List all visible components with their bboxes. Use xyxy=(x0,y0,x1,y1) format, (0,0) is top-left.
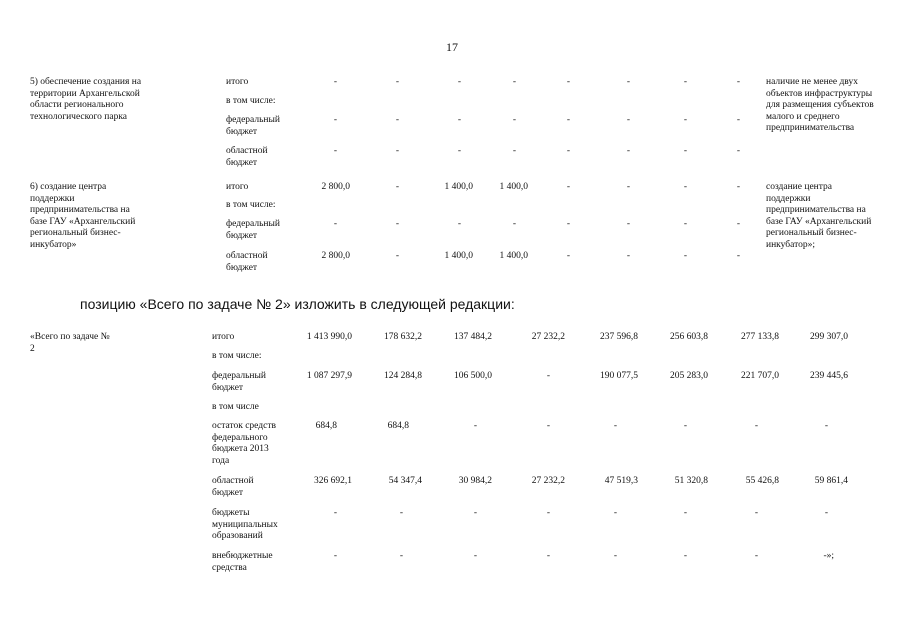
cell: - xyxy=(626,219,630,229)
cell: 1 400,0 xyxy=(499,182,528,192)
cell: - xyxy=(683,421,687,431)
cell: 27 232,2 xyxy=(531,332,565,342)
instruction-text: позицию «Всего по задаче № 2» изложить в следующей редакции: xyxy=(80,296,515,312)
cell: 299 307,0 xyxy=(810,332,848,342)
cell: - xyxy=(546,551,550,561)
cell: - xyxy=(457,146,461,156)
cell: - xyxy=(626,115,630,125)
row-label-regional: областной бюджет xyxy=(212,476,254,498)
cell: - xyxy=(457,115,461,125)
cell: - xyxy=(566,251,570,261)
cell: 1 413 990,0 xyxy=(306,332,352,342)
cell: 277 133,8 xyxy=(741,332,779,342)
cell: - xyxy=(395,219,399,229)
total-name: «Всего по задаче № 2 xyxy=(30,332,110,354)
cell: 684,8 xyxy=(387,421,409,431)
cell: 239 445,6 xyxy=(810,371,848,381)
cell: - xyxy=(395,77,399,87)
cell: - xyxy=(395,182,399,192)
cell: - xyxy=(683,508,687,518)
cell: - xyxy=(736,251,740,261)
cell: - xyxy=(546,508,550,518)
cell: - xyxy=(333,115,337,125)
cell: - xyxy=(626,251,630,261)
cell: - xyxy=(566,146,570,156)
cell: - xyxy=(333,146,337,156)
cell: - xyxy=(512,146,516,156)
cell: 59 861,4 xyxy=(814,476,848,486)
cell: 1 087 297,9 xyxy=(306,371,352,381)
activity-result-6: создание центра поддержки предпринимательства на базе ГАУ «Архангельский региональный бизнес-инкубатор»; xyxy=(766,182,872,250)
cell: 30 984,2 xyxy=(458,476,492,486)
cell: 178 632,2 xyxy=(384,332,422,342)
row-label-5-total: итого xyxy=(226,77,249,87)
cell: 256 603,8 xyxy=(670,332,708,342)
cell: 190 077,5 xyxy=(600,371,638,381)
cell: - xyxy=(613,508,617,518)
cell: - xyxy=(736,182,740,192)
cell: - xyxy=(473,421,477,431)
cell: 54 347,4 xyxy=(388,476,422,486)
cell: - xyxy=(613,551,617,561)
cell: - xyxy=(736,146,740,156)
activity-name-5: 5) обеспечение создания на территории Архангельской области регионального технологического парка xyxy=(30,77,142,122)
row-label-total: итого xyxy=(212,332,235,342)
cell: 221 707,0 xyxy=(741,371,779,381)
cell: - xyxy=(333,551,337,561)
cell: - xyxy=(736,77,740,87)
cell: - xyxy=(626,77,630,87)
cell: - xyxy=(399,551,403,561)
row-label-remainder: остаток средств федерального бюджета 2013 года xyxy=(212,421,276,466)
cell: - xyxy=(399,508,403,518)
page-number: 17 xyxy=(446,40,458,54)
cell: - xyxy=(333,77,337,87)
cell: 55 426,8 xyxy=(745,476,779,486)
cell: - xyxy=(754,421,758,431)
cell: - xyxy=(457,219,461,229)
row-label-federal: федеральный бюджет xyxy=(212,371,266,393)
cell: 106 500,0 xyxy=(454,371,492,381)
cell: - xyxy=(546,371,550,381)
cell: - xyxy=(395,115,399,125)
cell: 47 519,3 xyxy=(604,476,638,486)
cell: - xyxy=(566,219,570,229)
row-label-6-total: итого xyxy=(226,182,249,192)
cell: 237 596,8 xyxy=(600,332,638,342)
cell: 27 232,2 xyxy=(531,476,565,486)
cell: - xyxy=(683,182,687,192)
cell: - xyxy=(736,115,740,125)
cell: - xyxy=(824,421,828,431)
cell: - xyxy=(613,421,617,431)
cell: - xyxy=(333,508,337,518)
cell: - xyxy=(546,421,550,431)
cell: - xyxy=(754,551,758,561)
cell: 205 283,0 xyxy=(670,371,708,381)
cell: - xyxy=(473,551,477,561)
cell: - xyxy=(512,77,516,87)
cell: - xyxy=(333,219,337,229)
cell: - xyxy=(566,77,570,87)
cell: 1 400,0 xyxy=(444,182,473,192)
row-label-5-federal: федеральный бюджет xyxy=(226,115,280,137)
cell: - xyxy=(683,219,687,229)
activity-name-6: 6) создание центра поддержки предпринимательства на базе ГАУ «Архангельский региональный бизнес-инкубатор» xyxy=(30,182,136,250)
row-label-5-regional: областной бюджет xyxy=(226,146,268,168)
cell: - xyxy=(626,182,630,192)
cell: - xyxy=(683,115,687,125)
cell: - xyxy=(473,508,477,518)
row-label-6-incl: в том числе: xyxy=(226,200,276,210)
cell: - xyxy=(512,219,516,229)
cell: - xyxy=(736,219,740,229)
row-label-incl: в том числе: xyxy=(212,351,262,361)
cell: - xyxy=(566,115,570,125)
cell: - xyxy=(683,146,687,156)
cell: 1 400,0 xyxy=(499,251,528,261)
row-label-6-federal: федеральный бюджет xyxy=(226,219,280,241)
cell: - xyxy=(683,77,687,87)
row-label-municipal: бюджеты муниципальных образований xyxy=(212,508,278,541)
row-label-6-regional: областной бюджет xyxy=(226,251,268,273)
cell: - xyxy=(395,251,399,261)
cell: - xyxy=(395,146,399,156)
cell: 137 484,2 xyxy=(454,332,492,342)
row-label-extrabudget: внебюджетные средства xyxy=(212,551,273,573)
row-label-incl-2: в том числе xyxy=(212,402,259,412)
cell: 124 284,8 xyxy=(384,371,422,381)
cell: - xyxy=(683,251,687,261)
cell: - xyxy=(626,146,630,156)
row-label-5-incl: в том числе: xyxy=(226,96,276,106)
cell: - xyxy=(512,115,516,125)
cell: 2 800,0 xyxy=(321,182,350,192)
cell: - xyxy=(824,508,828,518)
cell: - xyxy=(457,77,461,87)
cell: 326 692,1 xyxy=(314,476,352,486)
cell: 1 400,0 xyxy=(444,251,473,261)
cell: 684,8 xyxy=(315,421,337,431)
cell: 2 800,0 xyxy=(321,251,350,261)
cell: - xyxy=(683,551,687,561)
cell: - xyxy=(566,182,570,192)
cell: 51 320,8 xyxy=(674,476,708,486)
activity-result-5: наличие не менее двух объектов инфраструктуры для размещения субъектов малого и среднего предпринимательства xyxy=(766,77,874,133)
cell: -»; xyxy=(823,551,834,561)
cell: - xyxy=(754,508,758,518)
